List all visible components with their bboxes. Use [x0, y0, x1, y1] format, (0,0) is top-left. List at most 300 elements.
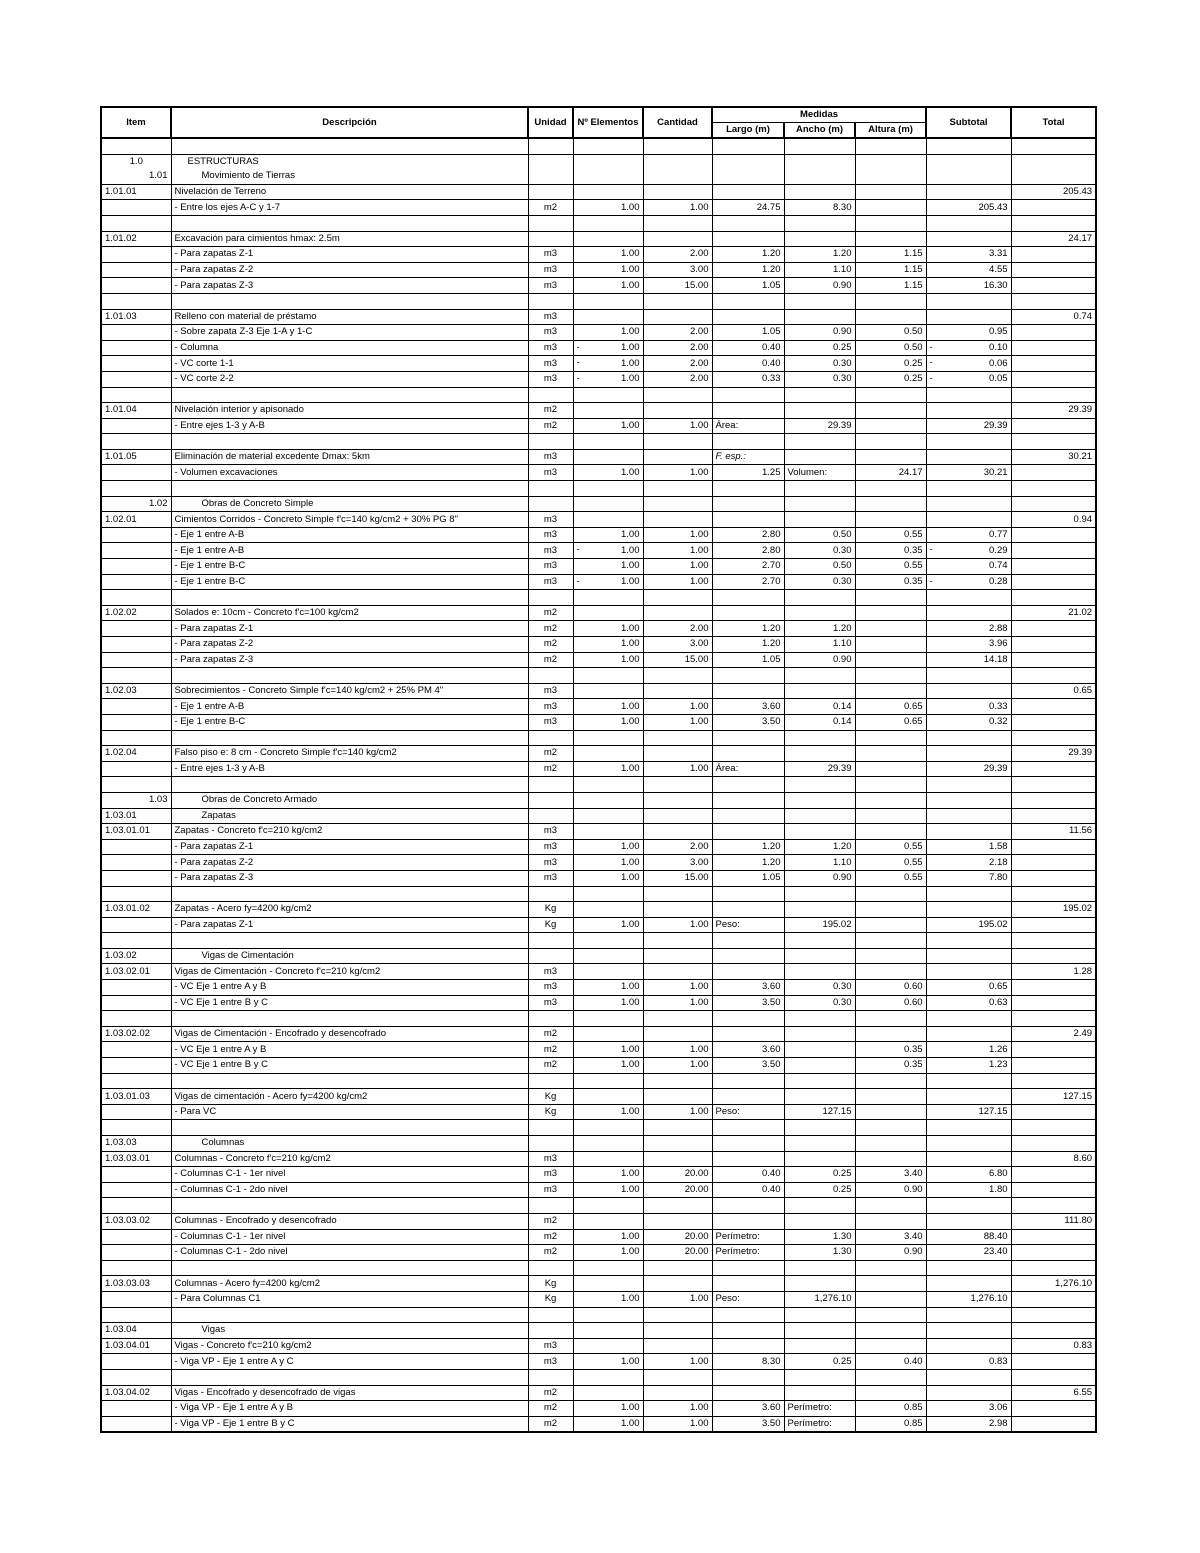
subtotal-cell	[926, 169, 1011, 184]
ancho-cell: 0.25	[784, 1182, 855, 1198]
unit-cell: m2	[528, 1401, 573, 1417]
unit-cell: m3	[528, 512, 573, 528]
subtotal-cell: 205.43	[926, 200, 1011, 216]
ancho-cell: 1.30	[784, 1245, 855, 1261]
largo-label: Área:	[712, 418, 784, 434]
ancho-cell	[784, 824, 855, 840]
detail-row	[101, 559, 1096, 575]
blank-row	[101, 590, 1096, 606]
item-row	[101, 1276, 1096, 1292]
elements-cell	[573, 1385, 643, 1401]
total-cell	[1011, 293, 1096, 309]
detail-row	[101, 652, 1096, 668]
altura-cell	[855, 590, 926, 606]
item-code	[101, 434, 171, 450]
total-cell	[1011, 980, 1096, 996]
unit-cell: m2	[528, 605, 573, 621]
unit-cell	[528, 1307, 573, 1323]
detail-row	[101, 1416, 1096, 1432]
ancho-cell	[784, 154, 855, 169]
item-description: - Viga VP - Eje 1 entre A y B	[171, 1401, 528, 1417]
item-description	[171, 293, 528, 309]
total-cell	[1011, 481, 1096, 497]
subtotal-cell: 0.63	[926, 995, 1011, 1011]
quantity-cell: 20.00	[643, 1245, 712, 1261]
elements-cell: 1.00	[573, 621, 643, 637]
ancho-cell: 0.30	[784, 574, 855, 590]
elements-cell	[573, 808, 643, 824]
item-description: - VC Eje 1 entre A y B	[171, 980, 528, 996]
unit-cell: m3	[528, 714, 573, 730]
quantity-cell	[643, 605, 712, 621]
elements-cell: 1.00	[573, 1167, 643, 1183]
item-row	[101, 902, 1096, 918]
item-description: - Eje 1 entre A-B	[171, 527, 528, 543]
quantity-cell	[643, 948, 712, 964]
unit-cell	[528, 777, 573, 793]
largo-cell	[712, 1385, 784, 1401]
total-cell	[1011, 1245, 1096, 1261]
item-description: - Columna	[171, 340, 528, 356]
altura-cell: 0.35	[855, 1058, 926, 1074]
largo-cell: 3.50	[712, 1416, 784, 1432]
unit-cell	[528, 481, 573, 497]
ancho-cell: 0.30	[784, 543, 855, 559]
item-row	[101, 184, 1096, 200]
total-cell: 127.15	[1011, 1089, 1096, 1105]
unit-cell: m3	[528, 1167, 573, 1183]
altura-cell	[855, 1307, 926, 1323]
total-cell: 111.80	[1011, 1213, 1096, 1229]
total-cell	[1011, 699, 1096, 715]
item-description: - Viga VP - Eje 1 entre B y C	[171, 1416, 528, 1432]
unit-cell	[528, 184, 573, 200]
total-cell	[1011, 621, 1096, 637]
elements-cell	[573, 309, 643, 325]
ancho-label: Perímetro:	[784, 1401, 855, 1417]
elements-cell	[573, 1307, 643, 1323]
quantity-cell: 1.00	[643, 559, 712, 575]
elements-cell: 1.00	[573, 559, 643, 575]
elements-cell: - 1.00	[573, 574, 643, 590]
largo-cell	[712, 1089, 784, 1105]
item-code: 1.01.03	[101, 309, 171, 325]
total-cell	[1011, 340, 1096, 356]
elements-cell: 1.00	[573, 325, 643, 341]
ancho-cell	[784, 1323, 855, 1339]
unit-cell: m3	[528, 995, 573, 1011]
elements-cell: 1.00	[573, 1229, 643, 1245]
item-code: 1.03.04.02	[101, 1385, 171, 1401]
quantity-cell: 1.00	[643, 980, 712, 996]
item-description: - Entre ejes 1-3 y A-B	[171, 761, 528, 777]
unit-cell: Kg	[528, 1291, 573, 1307]
elements-cell	[573, 792, 643, 808]
unit-cell: m3	[528, 839, 573, 855]
item-description	[171, 481, 528, 497]
elements-cell	[573, 138, 643, 154]
item-row	[101, 449, 1096, 465]
total-cell	[1011, 215, 1096, 231]
altura-cell: 0.50	[855, 340, 926, 356]
subtotal-cell	[926, 1026, 1011, 1042]
unit-cell	[528, 730, 573, 746]
subtotal-cell	[926, 1198, 1011, 1214]
elements-cell	[573, 605, 643, 621]
total-cell	[1011, 839, 1096, 855]
unit-cell: m3	[528, 559, 573, 575]
quantity-cell	[643, 902, 712, 918]
largo-cell	[712, 512, 784, 528]
header-altura: Altura (m)	[855, 123, 926, 139]
largo-cell	[712, 1276, 784, 1292]
total-cell	[1011, 1260, 1096, 1276]
unit-cell	[528, 1260, 573, 1276]
header-elementos: Nº Elementos	[573, 107, 643, 138]
elements-cell: 1.00	[573, 1291, 643, 1307]
detail-row	[101, 1167, 1096, 1183]
quantity-cell: 2.00	[643, 356, 712, 372]
unit-cell: m3	[528, 855, 573, 871]
item-code: 1.03.03.02	[101, 1213, 171, 1229]
largo-label: Área:	[712, 761, 784, 777]
item-code	[101, 1058, 171, 1074]
elements-cell: - 1.00	[573, 340, 643, 356]
total-cell	[1011, 808, 1096, 824]
altura-cell: 0.40	[855, 1354, 926, 1370]
detail-row	[101, 543, 1096, 559]
ancho-cell	[784, 1136, 855, 1152]
quantity-cell	[643, 1385, 712, 1401]
largo-cell: 1.05	[712, 278, 784, 294]
largo-cell: 3.60	[712, 1401, 784, 1417]
item-row	[101, 746, 1096, 762]
elements-cell	[573, 886, 643, 902]
ancho-cell	[784, 1213, 855, 1229]
total-cell: 21.02	[1011, 605, 1096, 621]
item-description	[171, 215, 528, 231]
subtotal-cell: 23.40	[926, 1245, 1011, 1261]
detail-row	[101, 527, 1096, 543]
elements-cell	[573, 1120, 643, 1136]
item-code	[101, 278, 171, 294]
item-description: Relleno con material de préstamo	[171, 309, 528, 325]
total-cell	[1011, 200, 1096, 216]
subtotal-cell: - 0.05	[926, 371, 1011, 387]
item-description	[171, 1260, 528, 1276]
ancho-cell	[784, 902, 855, 918]
elements-cell: 1.00	[573, 714, 643, 730]
altura-cell	[855, 434, 926, 450]
altura-cell: 0.35	[855, 1042, 926, 1058]
item-code: 1.02.04	[101, 746, 171, 762]
elements-cell: 1.00	[573, 870, 643, 886]
ancho-cell: 0.50	[784, 559, 855, 575]
elements-cell: 1.00	[573, 1182, 643, 1198]
unit-cell	[528, 169, 573, 184]
ancho-cell: 0.90	[784, 652, 855, 668]
quantity-cell	[643, 138, 712, 154]
unit-cell: Kg	[528, 917, 573, 933]
unit-cell: m2	[528, 403, 573, 419]
largo-cell	[712, 1120, 784, 1136]
altura-cell	[855, 1026, 926, 1042]
item-description: Columnas - Acero fy=4200 kg/cm2	[171, 1276, 528, 1292]
unit-cell	[528, 792, 573, 808]
elements-cell	[573, 434, 643, 450]
subtotal-cell: 14.18	[926, 652, 1011, 668]
elements-cell: - 1.00	[573, 371, 643, 387]
ancho-cell	[784, 948, 855, 964]
largo-cell	[712, 434, 784, 450]
total-cell	[1011, 418, 1096, 434]
total-cell	[1011, 356, 1096, 372]
unit-cell	[528, 293, 573, 309]
elements-cell: 1.00	[573, 262, 643, 278]
item-code	[101, 730, 171, 746]
subtotal-cell	[926, 808, 1011, 824]
item-description	[171, 777, 528, 793]
item-description	[171, 1307, 528, 1323]
detail-row	[101, 278, 1096, 294]
subtotal-cell	[926, 590, 1011, 606]
altura-cell: 0.90	[855, 1245, 926, 1261]
ancho-cell	[784, 1026, 855, 1042]
item-row	[101, 309, 1096, 325]
total-cell: 11.56	[1011, 824, 1096, 840]
total-cell	[1011, 917, 1096, 933]
subtotal-cell	[926, 403, 1011, 419]
quantity-cell	[643, 293, 712, 309]
altura-cell	[855, 917, 926, 933]
elements-cell	[573, 449, 643, 465]
item-code: 1.01.01	[101, 184, 171, 200]
item-description: - Para zapatas Z-3	[171, 278, 528, 294]
subtotal-cell: 3.06	[926, 1401, 1011, 1417]
detail-row	[101, 340, 1096, 356]
subtotal-cell: 0.83	[926, 1354, 1011, 1370]
item-row	[101, 964, 1096, 980]
subtotal-cell	[926, 730, 1011, 746]
item-code	[101, 839, 171, 855]
largo-cell: 8.30	[712, 1354, 784, 1370]
altura-cell: 0.55	[855, 559, 926, 575]
altura-cell	[855, 1323, 926, 1339]
item-code	[101, 1354, 171, 1370]
item-description: Columnas - Encofrado y desencofrado	[171, 1213, 528, 1229]
elements-cell	[573, 683, 643, 699]
elements-cell	[573, 1198, 643, 1214]
blank-row	[101, 1073, 1096, 1089]
detail-row	[101, 1042, 1096, 1058]
blank-row	[101, 668, 1096, 684]
altura-cell	[855, 902, 926, 918]
elements-cell: 1.00	[573, 980, 643, 996]
subtotal-cell	[926, 1276, 1011, 1292]
ancho-cell: 1.20	[784, 247, 855, 263]
total-cell	[1011, 387, 1096, 403]
item-row	[101, 1338, 1096, 1354]
subtotal-cell: 195.02	[926, 917, 1011, 933]
detail-row	[101, 870, 1096, 886]
item-description: - Para zapatas Z-2	[171, 855, 528, 871]
item-description: - Para zapatas Z-2	[171, 262, 528, 278]
blank-row	[101, 933, 1096, 949]
item-code: 1.03.01.02	[101, 902, 171, 918]
ancho-cell: 0.25	[784, 340, 855, 356]
ancho-cell	[784, 1042, 855, 1058]
detail-row	[101, 356, 1096, 372]
item-description: Eliminación de material excedente Dmax: 5km	[171, 449, 528, 465]
quantity-cell	[643, 169, 712, 184]
altura-cell	[855, 215, 926, 231]
ancho-cell	[784, 138, 855, 154]
detail-row	[101, 371, 1096, 387]
ancho-cell: 0.30	[784, 371, 855, 387]
quantity-cell	[643, 309, 712, 325]
total-cell	[1011, 496, 1096, 512]
item-code	[101, 356, 171, 372]
item-code	[101, 1291, 171, 1307]
ancho-cell: 0.30	[784, 995, 855, 1011]
elements-cell	[573, 1276, 643, 1292]
ancho-cell: 29.39	[784, 761, 855, 777]
quantity-cell	[643, 1260, 712, 1276]
elements-cell	[573, 169, 643, 184]
item-row	[101, 154, 1096, 169]
ancho-cell	[784, 1385, 855, 1401]
item-description	[171, 933, 528, 949]
item-code	[101, 590, 171, 606]
item-description	[171, 138, 528, 154]
largo-cell	[712, 169, 784, 184]
item-code	[101, 418, 171, 434]
total-cell	[1011, 1120, 1096, 1136]
altura-cell: 3.40	[855, 1229, 926, 1245]
total-cell	[1011, 1058, 1096, 1074]
blank-row	[101, 1011, 1096, 1027]
unit-cell: m3	[528, 870, 573, 886]
quantity-cell	[643, 1011, 712, 1027]
largo-cell	[712, 387, 784, 403]
subtotal-cell	[926, 512, 1011, 528]
subtotal-cell	[926, 668, 1011, 684]
total-cell	[1011, 1229, 1096, 1245]
altura-cell: 0.25	[855, 371, 926, 387]
item-code: 1.02.01	[101, 512, 171, 528]
item-description: Movimiento de Tierras	[171, 169, 528, 184]
item-description	[171, 730, 528, 746]
item-description: Zapatas	[171, 808, 528, 824]
total-cell	[1011, 154, 1096, 169]
ancho-cell: 0.90	[784, 325, 855, 341]
ancho-cell	[784, 1089, 855, 1105]
altura-cell	[855, 1385, 926, 1401]
unit-cell	[528, 948, 573, 964]
item-row	[101, 1213, 1096, 1229]
total-cell	[1011, 995, 1096, 1011]
subtotal-cell: 30.21	[926, 465, 1011, 481]
item-description: - Eje 1 entre B-C	[171, 574, 528, 590]
altura-cell	[855, 1369, 926, 1385]
item-row	[101, 403, 1096, 419]
item-description: - VC Eje 1 entre B y C	[171, 995, 528, 1011]
header-total: Total	[1011, 107, 1096, 138]
quantity-cell: 1.00	[643, 200, 712, 216]
item-code	[101, 933, 171, 949]
ancho-cell: 0.30	[784, 980, 855, 996]
largo-label: Peso:	[712, 1291, 784, 1307]
item-description: - Para zapatas Z-2	[171, 637, 528, 653]
altura-cell: 0.50	[855, 325, 926, 341]
total-cell	[1011, 371, 1096, 387]
blank-row	[101, 777, 1096, 793]
item-code	[101, 465, 171, 481]
unit-cell: m2	[528, 1213, 573, 1229]
altura-cell	[855, 777, 926, 793]
largo-cell	[712, 1151, 784, 1167]
item-code	[101, 200, 171, 216]
largo-cell	[712, 1026, 784, 1042]
largo-cell	[712, 964, 784, 980]
ancho-cell	[784, 512, 855, 528]
largo-cell: 2.70	[712, 559, 784, 575]
elements-cell	[573, 964, 643, 980]
total-cell: 0.74	[1011, 309, 1096, 325]
altura-cell: 0.85	[855, 1401, 926, 1417]
unit-cell: m3	[528, 574, 573, 590]
elements-cell	[573, 496, 643, 512]
altura-cell	[855, 824, 926, 840]
subtotal-cell	[926, 496, 1011, 512]
largo-cell: 1.20	[712, 621, 784, 637]
altura-cell	[855, 1291, 926, 1307]
largo-cell: 1.20	[712, 855, 784, 871]
header-item: Item	[101, 107, 171, 138]
total-cell	[1011, 948, 1096, 964]
largo-cell	[712, 1369, 784, 1385]
total-cell	[1011, 325, 1096, 341]
item-description: Obras de Concreto Simple	[171, 496, 528, 512]
item-description: - Para zapatas Z-1	[171, 621, 528, 637]
item-description: Zapatas - Concreto f'c=210 kg/cm2	[171, 824, 528, 840]
quantity-cell: 1.00	[643, 543, 712, 559]
quantity-cell	[643, 746, 712, 762]
unit-cell: Kg	[528, 1276, 573, 1292]
unit-cell	[528, 154, 573, 169]
subtotal-cell	[926, 1011, 1011, 1027]
quantity-cell: 1.00	[643, 917, 712, 933]
item-code	[101, 886, 171, 902]
quantity-cell	[643, 730, 712, 746]
largo-cell	[712, 886, 784, 902]
ancho-cell	[784, 605, 855, 621]
altura-cell	[855, 886, 926, 902]
detail-row	[101, 262, 1096, 278]
elements-cell	[573, 948, 643, 964]
altura-cell	[855, 418, 926, 434]
item-description: Zapatas - Acero fy=4200 kg/cm2	[171, 902, 528, 918]
subtotal-cell	[926, 154, 1011, 169]
quantity-cell	[643, 808, 712, 824]
subtotal-cell: - 0.10	[926, 340, 1011, 356]
elements-cell: 1.00	[573, 652, 643, 668]
quantity-cell	[643, 683, 712, 699]
item-description: - Eje 1 entre B-C	[171, 714, 528, 730]
item-code	[101, 1229, 171, 1245]
ancho-cell: 1,276.10	[784, 1291, 855, 1307]
total-cell	[1011, 714, 1096, 730]
